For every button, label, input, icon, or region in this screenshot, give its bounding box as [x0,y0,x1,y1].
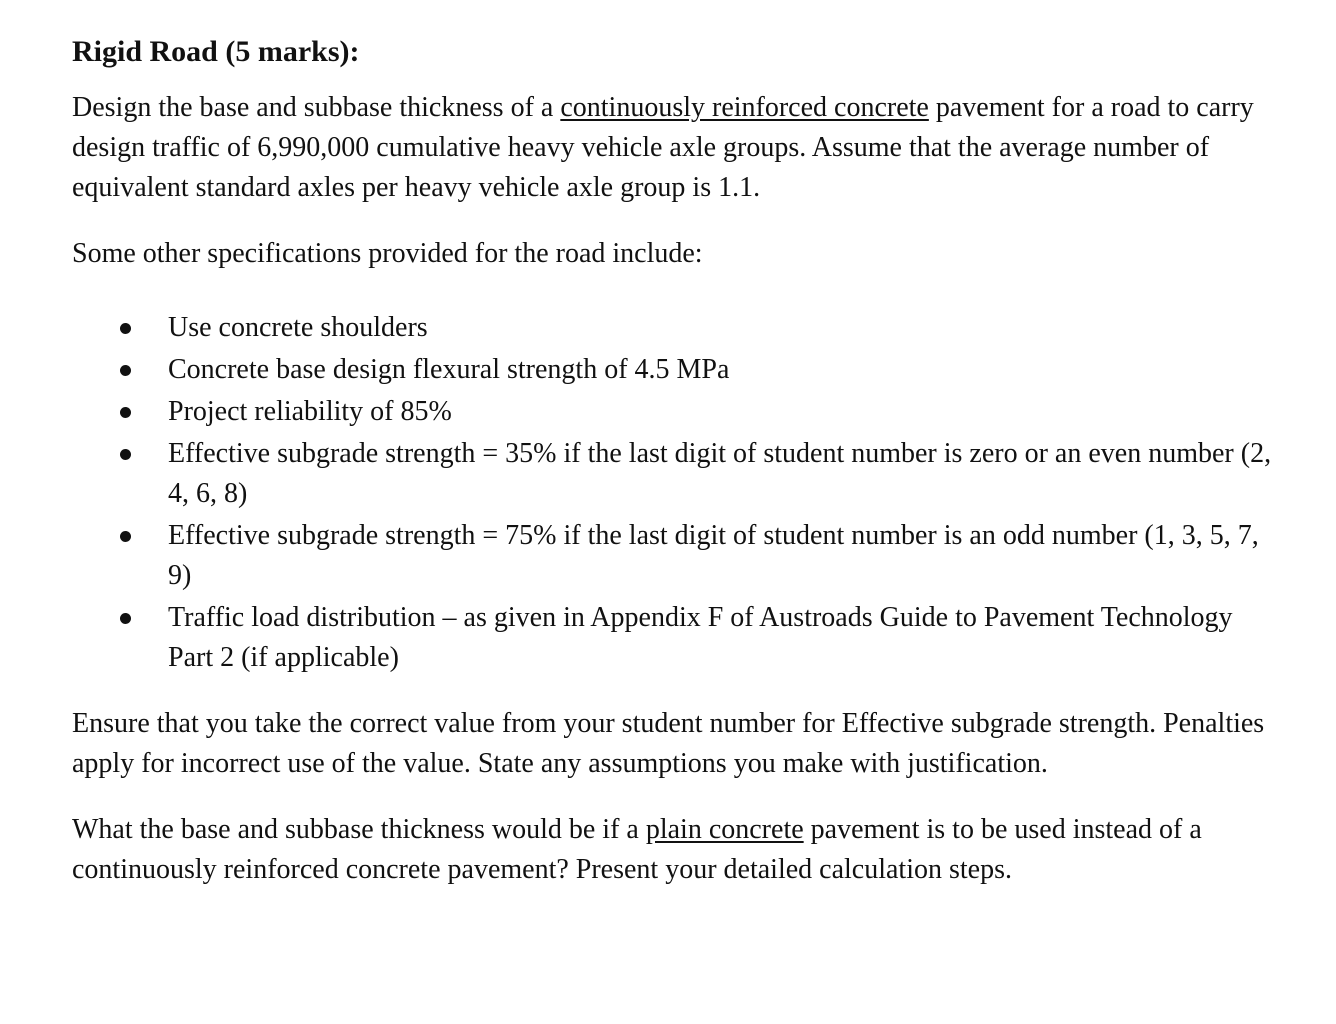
list-item [72,598,1272,678]
bullet-icon [120,613,131,624]
list-item-text: Use concrete shoulders [168,312,428,343]
bullet-icon [120,323,131,334]
list-item-text: Effective subgrade strength = 35% if the last digit of student number is zero or an even number (2, 4, 6, 8) [168,438,1272,509]
bullet-icon [120,531,131,542]
bullet-icon [120,365,131,376]
question-paragraph [72,810,1272,890]
specs-intro: Some other specifications provided for the road include: [72,238,703,269]
intro-text-1: Design the base and subbase thickness of a [72,92,561,123]
list-item [72,308,1272,348]
question-text-1: What the base and subbase thickness would be if a [72,814,646,845]
list-item [72,434,1272,514]
intro-underlined-term: continuously reinforced concrete [560,92,929,123]
document [72,28,1272,890]
list-item [72,350,1272,390]
bullet-icon [120,407,131,418]
list-item-text: Traffic load distribution – as given in Appendix F of Austroads Guide to Pavement Technology Part 2 (if applicable) [168,602,1233,673]
question-underlined-term: plain concrete [645,814,804,845]
list-item [72,392,1272,432]
question-text-2: pavement is to be used instead of a continuously reinforced concrete pavement? Present your detailed calculation steps. [72,814,1202,885]
ensure-paragraph: Ensure that you take the correct value from your student number for Effective subgrade strength. Penalties apply for incorrect use of the value. State any assumptions you make with justification. [72,708,1265,779]
bullet-icon [120,449,131,460]
list-item-text: Project reliability of 85% [168,396,452,427]
section-heading: Rigid Road (5 marks): [72,35,360,68]
list-item-text: Concrete base design flexural strength of 4.5 MPa [168,354,730,385]
list-item-text: Effective subgrade strength = 75% if the last digit of student number is an odd number (1, 3, 5, 7, 9) [168,520,1259,591]
intro-text-2: pavement for a road to carry design traffic of 6,990,000 cumulative heavy vehicle axle groups. Assume that the average number of equivalent standard axles per heavy vehicle axle group is 1.1. [72,92,1254,203]
specs-list [72,308,1272,678]
intro-paragraph [72,88,1272,208]
list-item [72,516,1272,596]
